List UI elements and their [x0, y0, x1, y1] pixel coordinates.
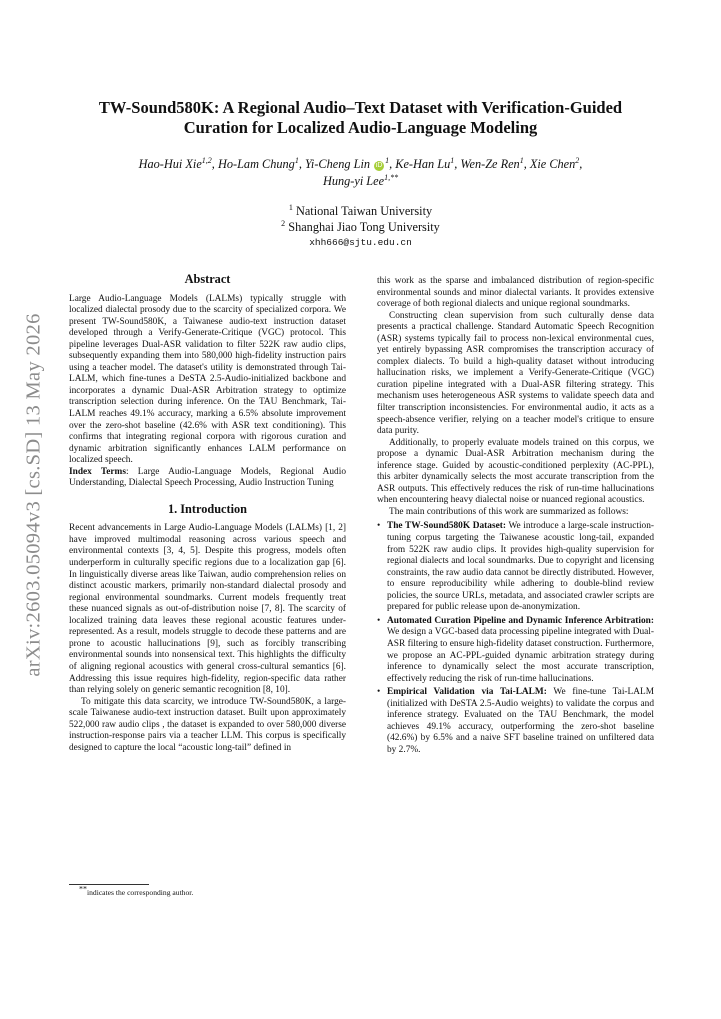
body-paragraph: Additionally, to properly evaluate models trained on this corpus, we propose a dynamic Dual-ASR Arbitration mechanism during the inference stage. Guided by acoustic-conditioned perplexity (AC-PPL), this arbiter dynamically selects the most accurate transcription from the ASR outputs. This effectively reduces the risk of run-time hallucinations when encountering heavy dialectal noise or nuanced regional acoustics. — [377, 437, 654, 506]
affiliations — [70, 203, 651, 251]
author: Ke-Han Lu$^1$ — [395, 155, 455, 171]
author: Yi-Cheng Lin $iD^1$ — [304, 155, 390, 171]
body-paragraph: this work as the sparse and imbalanced distribution of region-specific environmental sounds and minor dialectal variants. It provides extensive coverage of both regional dialects and unique regional soundmarks. — [377, 276, 654, 310]
author: Ho-Lam Chung$^1$ — [217, 155, 299, 171]
affiliation: $^2$ Shanghai Jiao Tong University — [281, 218, 440, 234]
intro-paragraph: To mitigate this data scarcity, we introduce TW-Sound580K, a large-scale Taiwanese audio-text instruction dataset. Built upon approximately 522,000 raw audio clips , the dataset is expanded to over 580,000 diverse instruction-response pairs via a teacher LLM. This corpus is specifically designed to capture the local “acoustic long-tail” defined in — [69, 696, 346, 753]
abstract-heading: Abstract — [184, 272, 231, 286]
bullet-icon: • — [377, 687, 381, 698]
contact-email[interactable]: xhh666@sjtu.edu.cn — [309, 237, 412, 248]
contributions-list — [377, 521, 654, 756]
author-list: Hao-Hui Xie$^{1,2}$, Ho-Lam Chung$^1$, Yi-Cheng Lin $iD^1$, Ke-Han Lu$^1$, Wen-Ze Ren$^1$, Xie Chen$^2$, Hung-yi Lee$^{1,**}$ — [138, 155, 583, 188]
arxiv-stamp — [14, 300, 54, 690]
section-heading-introduction: 1. Introduction — [167, 501, 248, 516]
abstract-text: Large Audio-Language Models (LALMs) typically struggle with localized dialectal prosody due to the scarcity of specialized corpora. We present TW-Sound580K, a Taiwanese audio-text instruction dataset developed through a Verify-Generate-Critique (VGC) protocol. This pipeline leverages Dual-ASR validation to filter 522K raw audio clips, subsequently expanding them into 580,000 high-fidelity instruction pairs using a teacher model. The dataset's utility is demonstrated through Tai-LALM, which fine-tunes a DeSTA 2.5-Audio-initialized backbone and incorporates a dynamic Dual-ASR Arbitration strategy to optimize transcription selection during inference. On the TAU Benchmark, Tai-LALM reaches 49.1% accuracy, marking a 6.5% absolute improvement over the zero-shot baseline (42.6% with ASR text conditioning). This confirms that integrating regional corpora with rigorous curation and dynamic arbitration significantly enhances LALM performance on localized speech. — [69, 293, 346, 466]
list-item: • Automated Curation Pipeline and Dynamic Inference Arbitration: We design a VGC-based data processing pipeline integrated with Dual-ASR filtering to ensure high-fidelity dataset construction. Furthermore, we propose an AC-PPL-guided dynamic arbitration strategy during inference to dynamically select the most accurate transcription, effectively reducing the risk of run-time hallucinations. — [377, 615, 654, 684]
index-terms: Index Terms: Large Audio-Language Models, Regional Audio Understanding, Dialectal Speech Processing, Audio Instruction Tuning — [69, 466, 346, 489]
list-item: • The TW-Sound580K Dataset: We introduce a large-scale instruction-tuning corpus targeting the Taiwanese acoustic long-tail, expanded from 522K raw audio clips. It provides high-quality supervision for regional dialects and local soundmarks. Due to copyright and licensing constraints, the raw audio data cannot be directly distributed. However, to ensure reproducibility while adhering to double-blind review policies, the source URLs, metadata, and associated crawler scripts are prepared for public release upon de-anonymization. — [377, 521, 655, 613]
title-line-2: Curation for Localized Audio-Language Modeling — [183, 118, 538, 137]
paper-title — [70, 98, 651, 138]
body-paragraph: Constructing clean supervision from such culturally dense data presents a practical challenge. Standard Automatic Speech Recognition (ASR) systems typically fail to process non-lexical environmental cues, yet entirely bypassing ASR compromises the transcription accuracy of complex dialects. To build a high-quality dataset without introducing hallucination risks, we implement a Verify-Generate-Critique (VGC) curation pipeline integrated with a Dual-ASR filtering strategy. This mechanism uses heterogeneous ASR systems to validate speech data and filter transcription inconsistencies. For environmental audio, it acts as a speech-absence verifier, relying on a teacher model's critique to ensure data purity. — [377, 310, 654, 437]
list-item: • Empirical Validation via Tai-LALM: We fine-tune Tai-LALM (initialized with DeSTA 2.5-Audio weights) to validate the corpus and inference strategy. Evaluated on the TAU Benchmark, the model achieves 49.1% accuracy, outperforming the zero-shot baseline (42.6%) by 6.5% and a naive SFT baseline trained on unfiltered data by 2.7%. — [377, 687, 655, 755]
bullet-icon: • — [377, 615, 381, 626]
intro-paragraph: Recent advancements in Large Audio-Language Models (LALMs) [1, 2] have improved multimodal reasoning across various speech and environmental contexts [3, 4, 5]. Despite this progress, models often underperform in culturally specific regions due to a localization gap [6]. In linguistically diverse areas like Taiwan, audio comprehension relies on distinct acoustic markers, primarily non-standard dialectal prosody and regional environmental soundmarks. Current models frequently treat these nuanced signals as out-of-distribution noise [7, 8]. The scarcity of localized training data leaves these regional acoustic features under-represented. As a result, models struggle to decode these patterns and are prone to acoustic hallucinations [9], such as forcibly transcribing environmental sounds into nonsensical text. This highlights the difficulty of aligning regional acoustics with general cross-cultural semantics [6]. Addressing this issue requires high-fidelity, region-specific data rather than relying solely on generic semantic recognition [8, 10]. — [69, 523, 346, 696]
right-column — [377, 276, 654, 758]
title-line-1: TW-Sound580K: A Regional Audio–Text Dataset with Verification-Guided — [98, 98, 623, 117]
footnote: **indicates the corresponding author. — [79, 884, 194, 897]
body-paragraph: The main contributions of this work are summarized as follows: — [389, 506, 629, 517]
orcid-icon[interactable]: iD — [375, 162, 383, 169]
author: Wen-Ze Ren$^1$ — [460, 155, 524, 171]
left-column — [69, 274, 346, 754]
bullet-icon: • — [377, 521, 381, 532]
affiliation: $^1$ National Taiwan University — [288, 202, 433, 218]
arxiv-id: arXiv:2603.05094v3 [cs.SD] 13 May 2026 — [22, 313, 45, 677]
author: Xie Chen$^2$ — [529, 155, 580, 171]
author: Hung-yi Lee$^{1,**}$ — [322, 172, 399, 188]
author: Hao-Hui Xie$^{1,2}$ — [138, 155, 212, 171]
